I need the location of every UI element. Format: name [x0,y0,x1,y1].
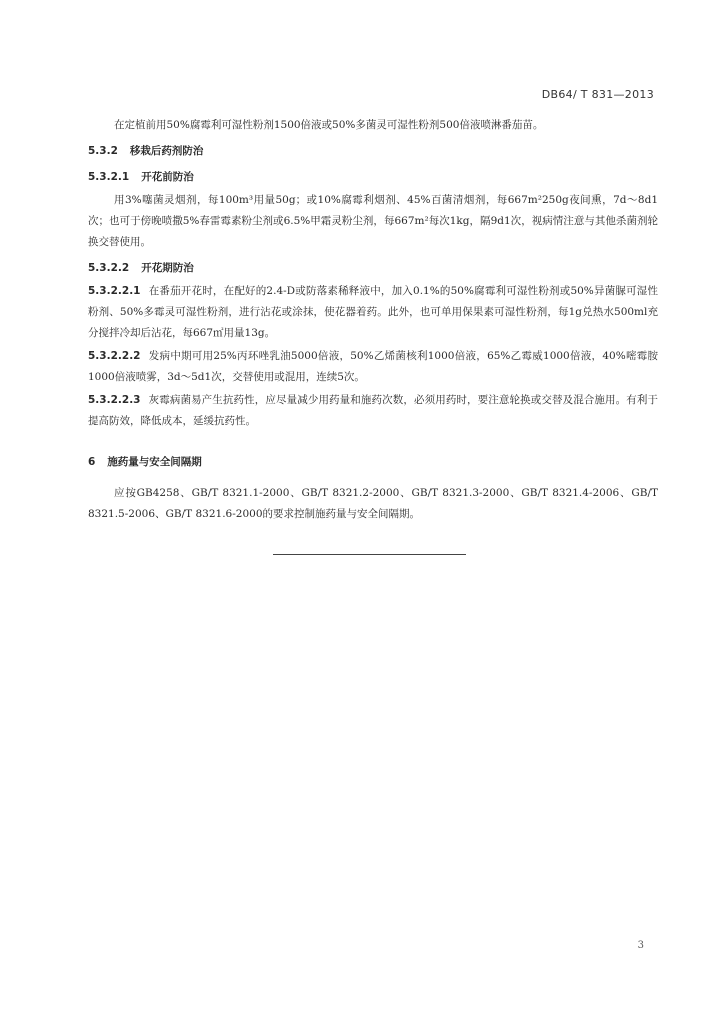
clause-number: 5.3.2.2.2 [88,350,141,362]
heading-5-3-2-2 [88,258,658,279]
page-number: 3 [637,940,644,951]
standard-code: DB64/ T 831—2013 [541,88,654,101]
heading-5-3-2-1 [88,167,658,188]
page-content [88,115,658,527]
heading-title: 开花期防治 [141,262,194,274]
heading-number: 5.3.2.2 [88,262,130,274]
clause-5-3-2-2-3 [88,390,658,432]
clause-5-3-2-2-1 [88,281,658,344]
heading-title: 开花前防治 [141,171,194,183]
heading-number: 5.3.2.1 [88,171,130,183]
clause-number: 5.3.2.2.1 [88,285,141,297]
heading-title: 移栽后药剂防治 [129,145,204,157]
clause-text: 发病中期可用25%丙环唑乳油5000倍液，50%乙烯菌核利1000倍液，65%乙霉威1000倍液，40%嘧霉胺1000倍液喷雾，3d～5d1次，交替使用或混用，连续5次。 [88,350,658,383]
end-of-document-rule [273,554,466,555]
clause-5-3-2-2-2 [88,346,658,388]
clause-text: 灰霉病菌易产生抗药性，应尽量减少用药量和施药次数，必须用药时，要注意轮换或交替及混合施用。有利于提高防效，降低成本，延缓抗药性。 [88,394,658,427]
paragraph-6: 应按GB4258、GB/T 8321.1-2000、GB/T 8321.2-2000、GB/T 8321.3-2000、GB/T 8321.4-2006、GB/T 8321.5-2006、GB/T 8321.6-2000的要求控制施药量与安全间隔期。 [88,487,658,520]
intro-paragraph: 在定植前用50%腐霉利可湿性粉剂1500倍液或50%多菌灵可湿性粉剂500倍液喷淋番茄苗。 [114,119,544,131]
heading-6 [88,452,658,473]
clause-text: 在番茄开花时，在配好的2.4-D或防落素稀释液中，加入0.1%的50%腐霉利可湿性粉剂或50%异菌脲可湿性粉剂、50%多霉灵可湿性粉剂，进行沾花或涂抹，使花器着药。此外，也可单用保果素可湿性粉剂，每1g兑热水500ml充分搅拌冷却后沾花，每667㎡用量13g。 [88,285,658,339]
clause-number: 5.3.2.2.3 [88,394,141,406]
heading-number: 6 [88,456,96,468]
heading-number: 5.3.2 [88,145,118,157]
heading-5-3-2 [88,141,658,162]
heading-title: 施药量与安全间隔期 [107,456,202,468]
paragraph-5-3-2-1: 用3%噻菌灵烟剂，每100m³用量50g；或10%腐霉利烟剂、45%百菌清烟剂，每667m²250g夜间熏，7d～8d1次；也可于傍晚喷撒5%春雷霉素粉尘剂或6.5%甲霜灵粉尘剂，每667m²每次1kg，隔9d1次，视病情注意与其他杀菌剂轮换交替使用。 [88,194,658,248]
